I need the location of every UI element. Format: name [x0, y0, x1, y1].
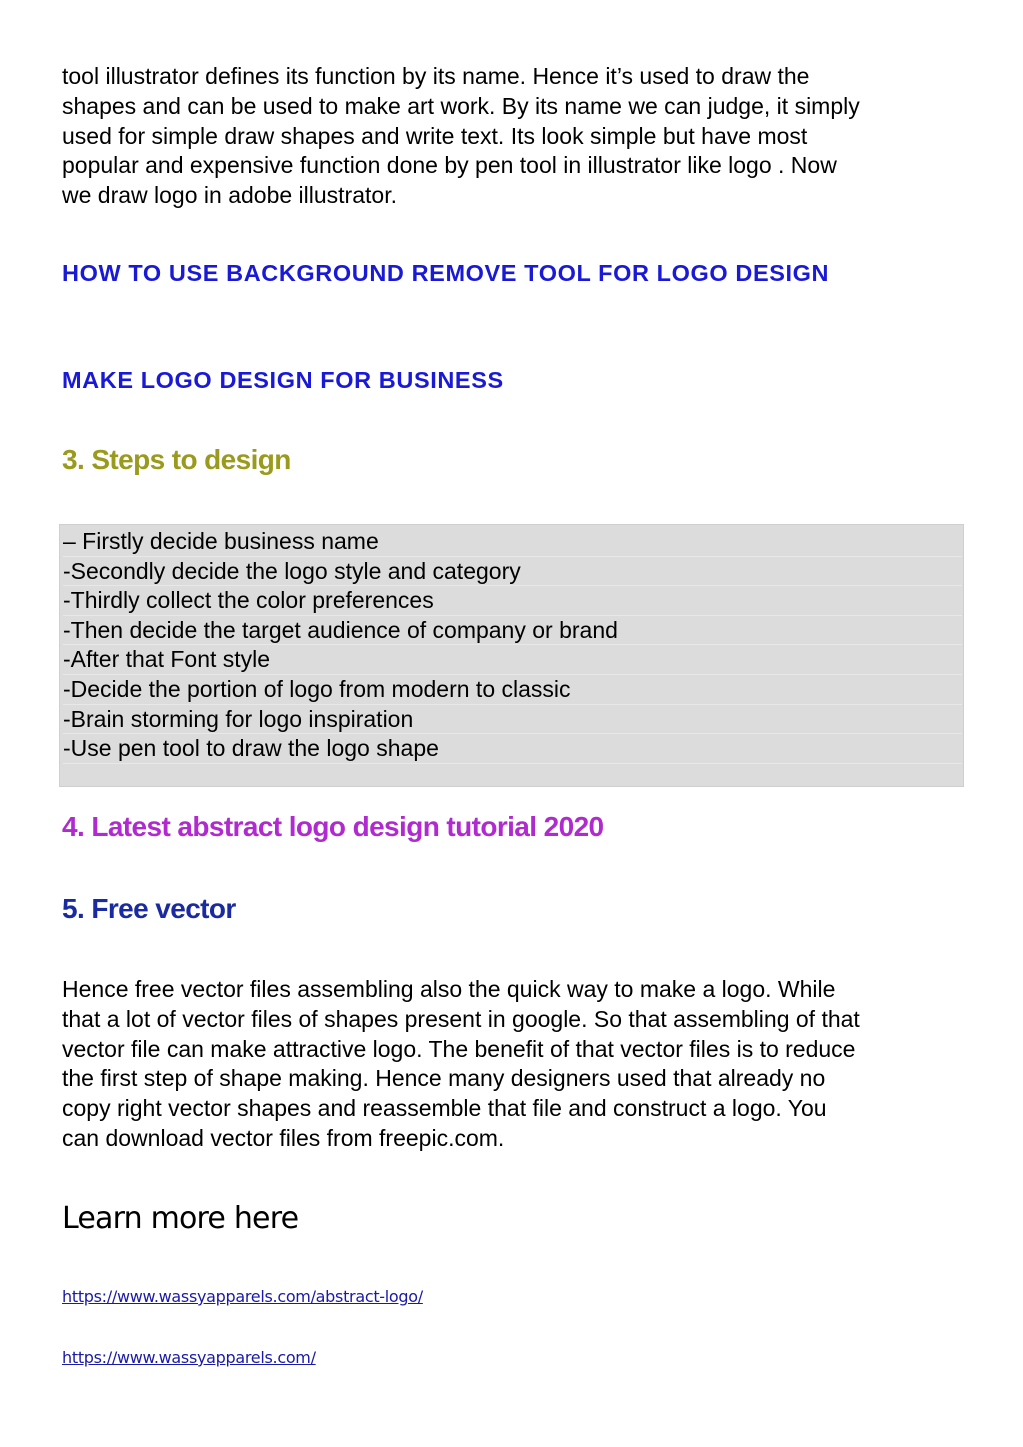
free-vector-paragraph [62, 975, 967, 1154]
free-vector-line: Hence free vector files assembling also the quick way to make a logo. While [62, 976, 836, 1002]
step-item: -Decide the portion of logo from modern to classic [63, 675, 962, 705]
link-wassyapparels-home[interactable]: https://www.wassyapparels.com/ [62, 1348, 316, 1367]
free-vector-line: vector file can make attractive logo. The benefit of that vector files is to reduce [62, 1035, 856, 1062]
free-vector-line: copy right vector shapes and reassemble that file and construct a logo. You [62, 1095, 827, 1122]
link-abstract-logo[interactable]: https://www.wassyapparels.com/abstract-logo/ [62, 1287, 423, 1306]
intro-line: popular and expensive function done by pen tool in illustrator like logo . Now [62, 152, 837, 179]
step-item: -Use pen tool to draw the logo shape [63, 734, 962, 764]
free-vector-line: the first step of shape making. Hence many designers used that already no [62, 1065, 826, 1092]
intro-line: tool illustrator defines its function by its name. Hence it’s used to draw the [62, 63, 810, 89]
step-item: -Brain storming for logo inspiration [63, 705, 962, 735]
heading-abstract-logo: 4. Latest abstract logo design tutorial 2020 [62, 811, 604, 842]
heading-make-logo: MAKE LOGO DESIGN FOR BUSINESS [62, 367, 504, 393]
intro-line: shapes and can be used to make art work. By its name we can judge, it simply [62, 92, 860, 119]
heading-steps-to-design: 3. Steps to design [62, 444, 291, 475]
free-vector-line: that a lot of vector files of shapes present in google. So that assembling of that [62, 1005, 860, 1032]
steps-box [59, 524, 964, 787]
step-item: -Then decide the target audience of company or brand [63, 616, 962, 646]
step-item: -After that Font style [63, 645, 962, 675]
free-vector-line: can download vector files from freepic.com. [62, 1124, 505, 1151]
heading-background-remove: HOW TO USE BACKGROUND REMOVE TOOL FOR LOGO DESIGN [62, 260, 830, 286]
heading-free-vector: 5. Free vector [62, 893, 236, 924]
step-item: -Secondly decide the logo style and category [63, 557, 962, 587]
heading-learn-more: Learn more here [62, 1201, 299, 1236]
steps-list [63, 527, 962, 764]
step-item: – Firstly decide business name [63, 527, 962, 557]
intro-paragraph [62, 62, 967, 211]
step-item: -Thirdly collect the color preferences [63, 586, 962, 616]
intro-line: we draw logo in adobe illustrator. [62, 182, 397, 209]
intro-line: used for simple draw shapes and write text. Its look simple but have most [62, 122, 808, 149]
